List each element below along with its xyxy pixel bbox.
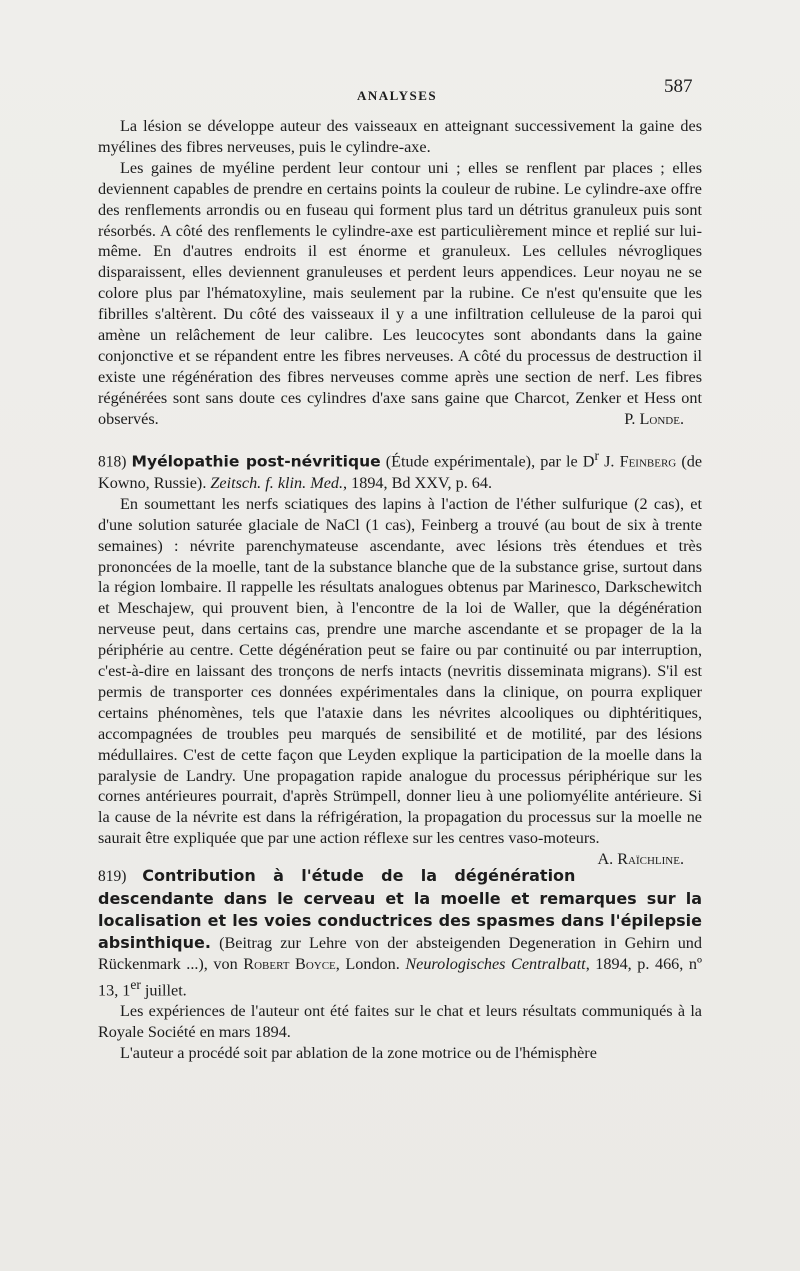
entry-818-meta-sup: r xyxy=(594,447,599,463)
entry-818-body-text: En soumettant les nerfs sciatiques des lapins à l'action de l'éther sulfurique (2 cas), et d'une solution saturée glaciale de NaCl (1 cas), Feinberg a trouvé (au bout de six à trente semaines) : névrite parenchymateuse ascendante, avec lésions très étendues et très prononcées de la moelle, tant de la substance blanche que de la substance grise, surtout dans la région lombaire. Il rappelle les résultats analogues obtenus par Marinesco, Darkschewitch et Meschajew, qui prouvent bien, à l'encontre de la loi de Waller, que la dégénération nerveuse peut, dans certains cas, prendre une marche ascendante et se propager de la la périphérie au centre. Cette dégénération peut se faire ou par continuité ou par interruption, c'est-à-dire en laissant des tronçons de nerfs intacts (nevritis disseminata migrans). S'il est permis de transporter ces données expérimentales dans la clinique, on pourra expliquer certains phénomènes, tels que l'ataxie dans les névrites alcooliques ou diphtéritiques, accompagnées de troubles peu marqués de sensibilité et de motilité, par des lésions médullaires. C'est de cette façon que Leyden explique la participation de la moelle dans la paralysie de Landry. Une propagation rapide analogue du processus périphérique sur les cornes antérieures pourrait, d'après Strümpell, donner lieu à une poliomyélite antérieure. Si la cause de la névrite est dans la réfrigération, la propagation du processus sur la moelle ne saurait être expliquée que par une action réflexe sur les centres vaso-moteurs. xyxy=(98,494,702,848)
entry-819 xyxy=(98,865,702,1064)
entry-819-author: Robert Boyce xyxy=(243,954,336,973)
signature-raichline: A. Raïchline. xyxy=(597,850,684,869)
signature-londe: P. Londe. xyxy=(624,409,684,428)
entry-819-paragraph-1: Les expériences de l'auteur ont été faites sur le chat et leurs résultats communiqués à la Royale Société en mars 1894. xyxy=(98,1002,702,1041)
entry-818-journal: Zeitsch. f. klin. Med. xyxy=(210,473,344,492)
entry-818-title: Myélopathie post-névritique xyxy=(131,451,381,470)
entry-819-date-end: juillet. xyxy=(140,981,187,1000)
entry-819-meta: (Beitrag zur Lehre von der absteigenden Degeneration in Gehirn und Rückenmark ...), von xyxy=(98,933,702,973)
entry-819-number: 819) xyxy=(98,868,127,886)
entry-819-heading xyxy=(98,865,702,1001)
page-number: 587 xyxy=(664,76,693,97)
entry-819-title: Contribution à l'étude de la dégénération descendante dans le cerveau et la moelle et remarques sur la localisation et les voies conductrices des spasmes dans l'épilepsie absinthique. xyxy=(98,866,702,952)
intro-paragraph-1: La lésion se développe auteur des vaisseaux en atteignant successivement la gaine des myélines des fibres nerveuses, puis le cylindre-axe. xyxy=(98,117,702,156)
running-header: ANALYSES xyxy=(357,88,438,103)
entry-818-meta: (Étude expérimentale), par le D xyxy=(380,451,595,470)
intro-paragraph-2-text: Les gaines de myéline perdent leur contour uni ; elles se renflent par places ; elles deviennent capables de prendre en certains points la couleur de rubine. Le cylindre-axe offre des renflements arrondis ou en fuseau qui forment plus tard un détritus granuleux puis sont résorbés. A côté des renflements le cylindre-axe est particulièrement mince et replié sur lui-même. En d'autres endroits il est énorme et granuleux. Les cellules névrogliques disparaissent, elles deviennent granuleuses et perdent leurs appendices. Leur noyau ne se colore plus par l'hématoxyline, mais seulement par la rubine. Ce n'est qu'ensuite que les fibrilles s'altèrent. Du côté des vaisseaux il y a une infiltration celluleuse de la paroi qui amène un relâchement de leur calibre. Les leucocytes sont abondants dans la gaine conjonctive et se répandent entre les fibres nerveuses. A côté du processus de destruction il existe une régénération des fibres nerveuses comme après une section de nerf. Les fibres régénérées sont sans doute ces cylindres d'axe sans gaine que Charcot, Zenker et Hess ont observés. xyxy=(98,158,702,428)
entry-818-body xyxy=(98,494,702,869)
entry-819-journal: Neurologisches Centralbatt xyxy=(405,954,586,973)
entry-818-author: J. Feinberg xyxy=(599,451,677,470)
entry-818-place: (de Kowno, Russie). xyxy=(98,451,703,492)
entry-818-ref: , 1894, Bd XXV, p. 64. xyxy=(343,473,493,492)
entry-818-heading xyxy=(98,446,702,494)
text-column xyxy=(98,116,702,1064)
entry-819-place: , London. xyxy=(335,954,406,973)
entry-819-ref: , 1894, p. 466, nº 13, 1 xyxy=(98,954,702,1000)
entry-818-number: 818) xyxy=(98,452,127,470)
entry-818 xyxy=(98,446,703,869)
entry-819-meta-sup: er xyxy=(130,976,141,992)
entry-819-paragraph-2: L'auteur a procédé soit par ablation de la zone motrice ou de l'hémisphère xyxy=(120,1043,597,1062)
intro-paragraph-2 xyxy=(98,158,702,430)
